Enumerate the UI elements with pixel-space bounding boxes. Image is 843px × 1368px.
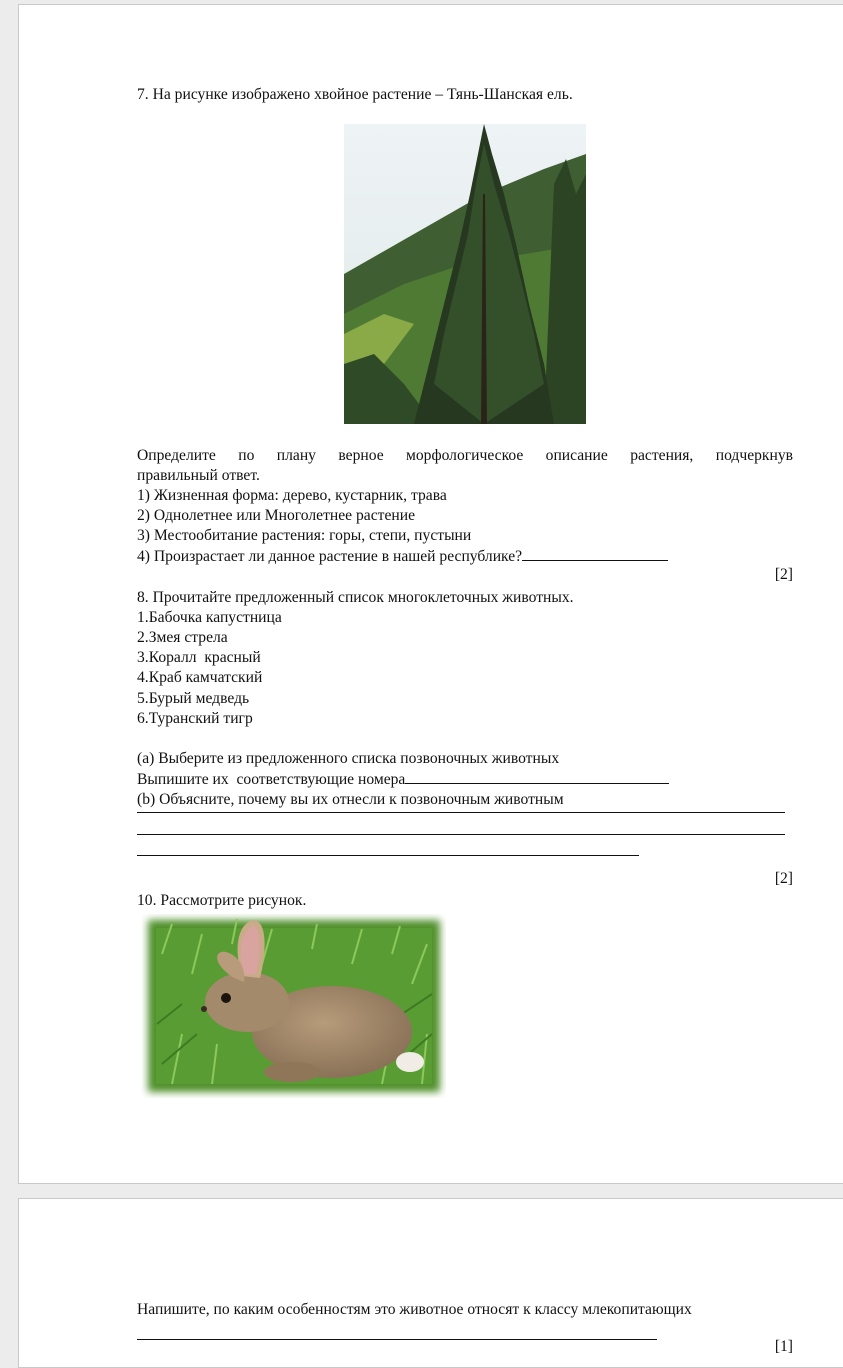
- question-8-part-a-line1: (а) Выберите из предложенного списка позвоночных животных: [137, 750, 560, 767]
- question-7-score: [2]: [774, 566, 793, 583]
- question-7-item-2: 2) Однолетнее или Многолетнее растение: [137, 507, 415, 524]
- question-8-part-a-line2: Выпишите их соответствующие номера: [137, 771, 406, 788]
- page-2-question: Напишите, по каким особенностям это животное относят к классу млекопитающих: [137, 1301, 692, 1318]
- question-7-item-4: 4) Произрастает ли данное растение в нашей республике?: [137, 548, 523, 565]
- question-8-title: 8. Прочитайте предложенный список многоклеточных животных.: [137, 589, 574, 606]
- list-item-1: 1.Бабочка капустница: [137, 609, 282, 626]
- list-item-4: 4.Краб камчатский: [137, 669, 263, 686]
- list-item-3: 3.Коралл красный: [137, 649, 261, 666]
- answer-blank-q7[interactable]: [522, 546, 668, 561]
- spruce-tree-photo: [344, 124, 586, 424]
- question-8-part-a-row: [137, 769, 669, 790]
- question-7-instruction-line2: правильный ответ.: [137, 467, 260, 484]
- list-item-2: 2.Змея стрела: [137, 629, 228, 646]
- answer-line-q8b-2[interactable]: [137, 834, 785, 835]
- question-8-score: [2]: [774, 870, 793, 887]
- question-8-part-b: (b) Объясните, почему вы их отнесли к позвоночным животным: [137, 791, 564, 808]
- list-item-5: 5.Бурый медведь: [137, 690, 250, 707]
- rabbit-photo: [142, 914, 446, 1098]
- question-7-item-1: 1) Жизненная форма: дерево, кустарник, трава: [137, 487, 447, 504]
- question-7-item-4-row: [137, 546, 668, 567]
- question-7-item-3: 3) Местообитание растения: горы, степи, пустыни: [137, 527, 472, 544]
- list-item-6: 6.Туранский тигр: [137, 710, 253, 727]
- question-10-title: 10. Рассмотрите рисунок.: [137, 892, 307, 909]
- answer-blank-q8a[interactable]: [405, 769, 669, 784]
- document-page-2: [18, 1198, 843, 1368]
- page-2-score: [1]: [774, 1338, 793, 1355]
- answer-line-q8b-1[interactable]: [137, 812, 785, 813]
- answer-line-page2[interactable]: [137, 1339, 657, 1340]
- question-7-title: 7. На рисунке изображено хвойное растение – Тянь-Шанская ель.: [137, 86, 573, 103]
- answer-line-q8b-3[interactable]: [137, 855, 639, 856]
- question-7-instruction-line1: Определите по плану верное морфологическое описание растения, подчеркнув: [137, 447, 793, 464]
